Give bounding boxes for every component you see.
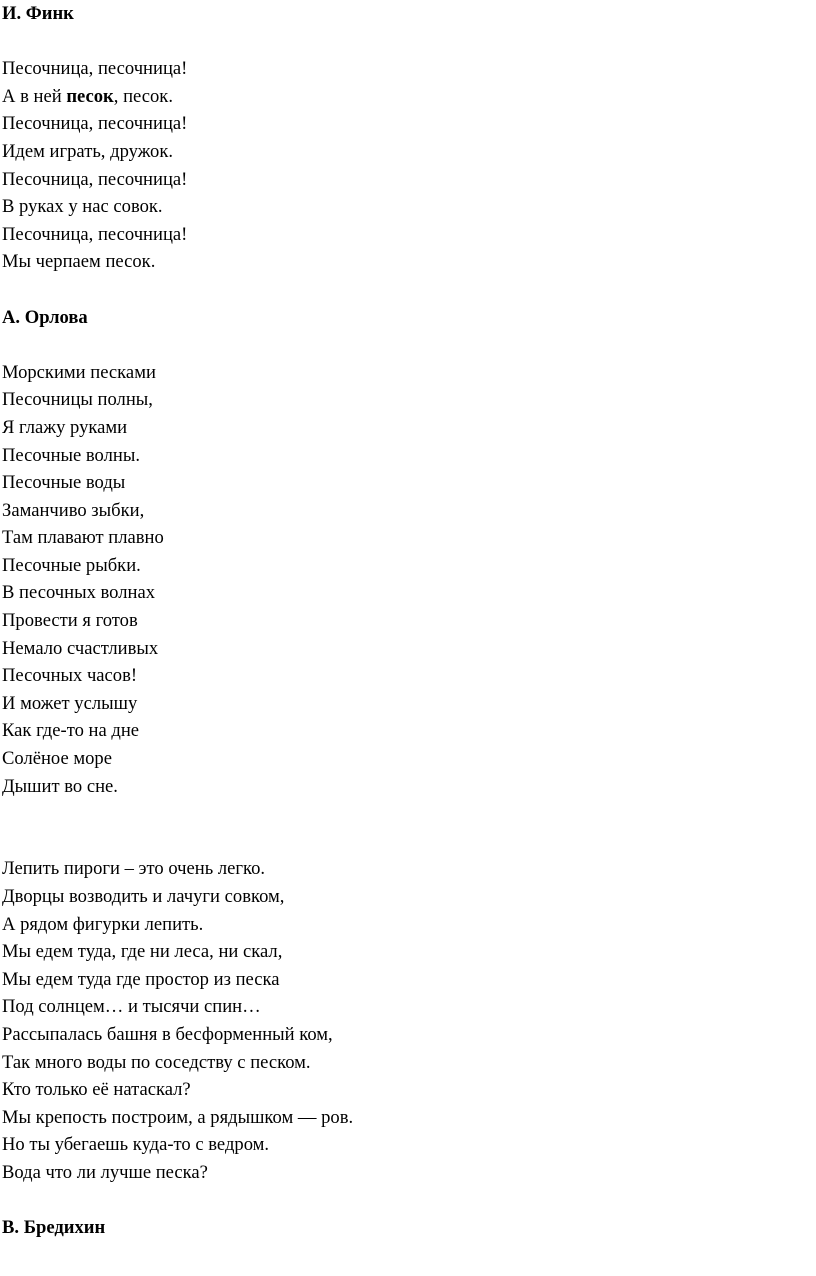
poem3-line-3: А рядом фигурки лепить. [2,913,204,935]
poem1-line-7: Песочница, песочница! [2,223,188,245]
poem3-line-4: Мы едем туда, где ни леса, ни скал, [2,941,283,963]
spacer [2,28,812,56]
poem2-line-7: Там плавают плавно [2,527,164,549]
poem3-line-7: Рассыпалась башня в бесформенный ком, [2,1023,333,1045]
spacer [2,800,812,828]
poem2-line-16: Дышит во сне. [2,775,118,797]
spacer [2,276,812,304]
poem2-line-12: Песочных часов! [2,665,138,687]
poem3-line-10: Мы крепость построим, а рядышком — ров. [2,1106,354,1128]
poem2-line-15: Солёное море [2,748,112,770]
poem2-line-4: Песочные волны. [2,444,140,466]
spacer [2,828,812,856]
poem3-line-11: Но ты убегаешь куда-то с ведром. [2,1134,270,1156]
poem2-line-3: Я глажу руками [2,416,128,438]
poem1-line-6: В руках у нас совок. [2,196,163,218]
poem3-line-1: Лепить пироги – это очень легко. [2,858,266,880]
poem1-line-8: Мы черпаем песок. [2,251,156,273]
poem2-line-2: Песочницы полны, [2,389,153,411]
poem2-line-13: И может услышу [2,692,138,714]
poem1-line-2 [2,83,812,111]
poem2-line-14: Как где-то на дне [2,720,140,742]
poem3-line-5: Мы едем туда где простор из песка [2,968,280,990]
poem2-author: А. Орлова [2,306,88,328]
poem2-line-11: Немало счастливых [2,637,159,659]
poem3-line-9: Кто только её натаскал? [2,1079,191,1101]
poem3-line-8: Так много воды по соседству с песком. [2,1051,311,1073]
poem2-line-1: Морскими песками [2,361,156,383]
poem2-line-6: Заманчиво зыбки, [2,499,145,521]
poem2-line-9: В песочных волнах [2,582,156,604]
spacer [2,1187,812,1215]
poem2-line-8: Песочные рыбки. [2,554,141,576]
document-page [2,0,812,1242]
poem1-line-1: Песочница, песочница! [2,58,188,80]
poem1-line-4: Идем играть, дружок. [2,140,174,162]
poem3-line-2: Дворцы возводить и лачуги совком, [2,886,285,907]
poem1-line-3: Песочница, песочница! [2,113,188,135]
poem2-line-10: Провести я готов [2,610,138,632]
poem1-line-2-tail: , песок. [113,85,173,107]
poem3-line-6: Под солнцем… и тысячи спин… [2,996,261,1018]
poem3-line-12: Вода что ли лучше песка? [2,1161,208,1183]
poem2-line-5: Песочные воды [2,472,126,494]
poem1-line-2-bold: песок [66,85,114,107]
poem4-author: В. Бредихин [2,1217,106,1239]
poem1-line-5: Песочница, песочница! [2,168,188,190]
poem1-author: И. Финк [2,3,74,24]
spacer [2,331,812,359]
poem1-line-2-head: А в ней [2,85,67,107]
